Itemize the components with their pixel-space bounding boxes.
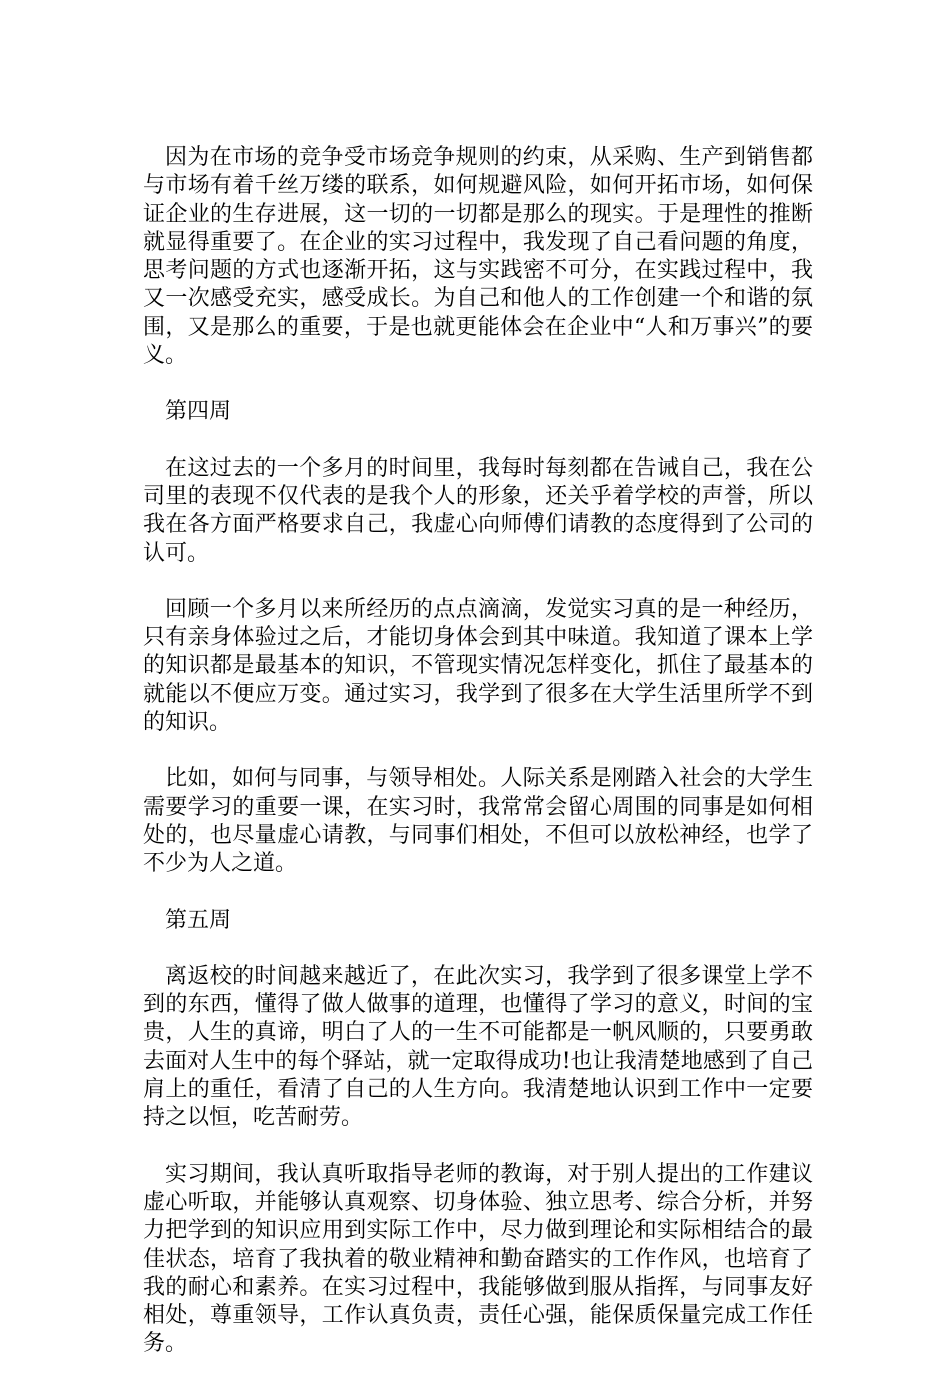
heading-week-five: 第五周 [165,907,232,933]
paragraph-relationships: 比如，如何与同事，与领导相处。人际关系是刚踏入社会的大学生需要学习的重要一课，在实习时，我常常会留心周围的同事是如何相处的，也尽量虚心请教，与同事们相处，不但可以放松神经，也学了不少为人之道。 [143,766,813,877]
paragraph-review-internship: 回顾一个多月以来所经历的点点滴滴，发觉实习真的是一种经历，只有亲身体验过之后，才能切身体会到其中味道。我知道了课本上学的知识都是最基本的知识，不管现实情况怎样变化，抓住了最基本的就能以不便应万变。通过实习，我学到了很多在大学生活里所学不到的知识。 [143,596,813,736]
heading-week-four: 第四周 [165,399,232,425]
paragraph-returning-school: 离返校的时间越来越近了，在此次实习，我学到了很多课堂上学不到的东西，懂得了做人做事的道理，也懂得了学习的意义，时间的宝贵，人生的真谛，明白了人的一生不可能都是一帆风顺的，只要勇敢去面对人生中的每个驿站，就一定取得成功!也让我清楚地感到了自己肩上的重任，看清了自己的人生方向。我清楚地认识到工作中一定要持之以恒，吃苦耐劳。 [143,963,813,1131]
paragraph-company-conduct: 在这过去的一个多月的时间里，我每时每刻都在告诫自己，我在公司里的表现不仅代表的是我个人的形象，还关乎着学校的声誉，所以我在各方面严格要求自己，我虚心向师傅们请教的态度得到了公司的认可。 [143,455,813,566]
paragraph-market-competition: 因为在市场的竞争受市场竞争规则的约束，从采购、生产到销售都与市场有着千丝万缕的联系，如何规避风险，如何开拓市场，如何保证企业的生存进展，这一切的一切都是那么的现实。于是理性的推断就显得重要了。在企业的实习过程中，我发现了自己看问题的角度，思考问题的方式也逐渐开拓，这与实践密不可分，在实践过程中，我又一次感受充实，感受成长。为自己和他人的工作创建一个和谐的氛围，又是那么的重要，于是也就更能体会在企业中“人和万事兴”的要义。 [143,145,813,369]
paragraph-internship-period: 实习期间，我认真听取指导老师的教诲，对于别人提出的工作建议虚心听取，并能够认真观察、切身体验、独立思考、综合分析，并努力把学到的知识应用到实际工作中，尽力做到理论和实际相结合的最佳状态，培育了我执着的敬业精神和勤奋踏实的工作作风，也培育了我的耐心和素养。在实习过程中，我能够做到服从指挥，与同事友好相处，尊重领导，工作认真负责，责任心强，能保质保量完成工作任务。 [143,1161,813,1357]
document-page [143,144,813,1387]
